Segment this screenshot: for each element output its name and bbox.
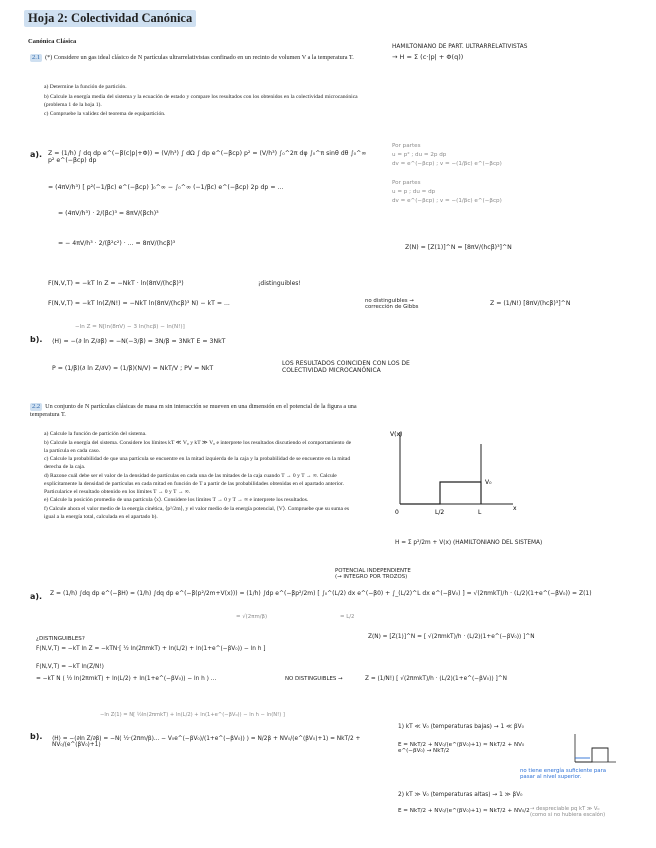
note-line: COLECTIVIDAD MICROCANÓNICA [282, 367, 381, 374]
list-item: c) Compruebe la validez del teorema de equipartición. [44, 111, 166, 118]
question-2-1-items [44, 84, 374, 119]
part-label: a). [30, 150, 43, 159]
equation: F(N,V,T) = −kT ln Z = −kTN·[ ½ ln(2πmkT) + ln(L/2) + ln(1+e^(−βV₀)) − ln h ] [36, 646, 266, 652]
question-2-1 [30, 54, 385, 62]
annotation [530, 806, 605, 818]
list-item: a) Determine la función de partición. [44, 84, 127, 90]
equation: H = Σ p²/2m + V(x) (HAMILTONIANO DEL SISTEMA) [395, 540, 543, 546]
equation: ⟨H⟩ = −(∂ ln Z/∂β) = −N(−3/β) = 3N/β = 3NkT E = 3NkT [52, 338, 226, 345]
list-item: c) Calcule la probabilidad de que una partícula se encuentre en la mitad izquierda de la caja y la probabilidad de se encuentre en la mitad derecha de la caja. [44, 456, 351, 471]
page-title: Hoja 2: Colectividad Canónica [24, 10, 196, 27]
part-label: b). [30, 335, 43, 344]
annotation [282, 360, 410, 374]
limit-title: 2) kT ≫ V₀ (temperaturas altas) → 1 ≫ βV₀ [398, 792, 523, 798]
list-item: e) Calcule la posición promedio de una partícula ⟨x⟩. Considere los límites T → 0 y T → ∞ e interprete los resultados. [44, 497, 309, 504]
equation: = −kT N ( ½ ln(2πmkT) + ln(L/2) + ln(1+e^(−βV₀)) − ln h ) ... [36, 676, 217, 682]
potential-graph [385, 424, 525, 524]
equation: = − 4πV/h³ · 2/(β²c²) · ... = 8πV/(hcβ)³ [58, 240, 176, 247]
note-line: no distinguibles → [365, 298, 414, 304]
list-item: b) Calcule la energía media del sistema y la ecuación de estado y compare los resultados con los obtenidos en la colectividad microcanónica (problema 1 de la hoja 1). [44, 93, 358, 108]
equation-note: = √(2πm/β) [236, 614, 268, 620]
note-line: Por partes [392, 143, 421, 149]
margin-note-line: HAMILTONIANO DE PART. ULTRARRELATIVISTAS [392, 44, 528, 50]
graph-level-label: V₀ [485, 479, 492, 486]
margin-note-line: → H = Σ (c·|p| + Φ(q)) [392, 53, 464, 61]
by-parts-notes [392, 142, 502, 206]
annotation [365, 298, 418, 310]
small-potential-sketch [570, 732, 620, 768]
equation: E = NkT/2 + NV₀/(e^(βV₀)+1) ≈ NkT/2 + NV₀ e^(−βV₀) → NkT/2 [398, 742, 525, 754]
potential-curve [400, 482, 481, 504]
question-text: Un conjunto de N partículas clásicas de masa m sin interacción se mueven en una dimensión en el potencial de la figura a una temperatura T. [30, 403, 357, 419]
annotation [520, 768, 606, 780]
note-line: pasar al nivel superior. [520, 774, 582, 780]
equation: F(N,V,T) = −kT ln Z = −NkT · ln(8πV/(hcβ)³) [48, 280, 184, 287]
note-line: POTENCIAL INDEPENDIENTE [335, 568, 411, 574]
list-item: a) Calcule la función de partición del sistema. [44, 431, 147, 437]
annotation: ¿DISTINGUIBLES? [36, 636, 85, 642]
equation-note: = L/2 [340, 614, 355, 620]
list-item: f) Calcule ahora el valor medio de la energía cinética, ⟨p²/2m⟩, y el valor medio de la energía potencial, ⟨V⟩. Compruebe que su suma es igual a la energía total, calculada en el apartado b). [44, 506, 350, 520]
equation: F(N,V,T) = −kT ln(Z/N!) = −NkT ln(8πV/(hcβ)³ N) − kT = ... [48, 300, 230, 307]
note-line: Por partes [392, 180, 421, 186]
graph-xlabel: x [513, 505, 517, 512]
question-number: 2.1 [32, 54, 41, 61]
equation: F(N,V,T) = −kT ln(Z/N!) [36, 664, 104, 670]
question-2-2-items [44, 431, 354, 522]
question-number: 2.2 [32, 403, 41, 410]
equation: −ln Z(1) = N[ ½ln(2πmkT) + ln(L/2) + ln(1+e^(−βV₀)) − ln h − ln(N!) ] [100, 712, 285, 718]
equation: = (4πV/h³) [ p²(−1/βc) e^(−βcp) ]₀^∞ − ∫₀^∞ (−1/βc) e^(−βcp) 2p dp = ... [48, 184, 284, 191]
question-text: (*) Considere un gas ideal clásico de N partículas ultrarrelativistas confinado en un recinto de volumen V a la temperatura T. [45, 54, 354, 61]
graph-tick: 0 [395, 509, 399, 516]
question-2-2 [30, 403, 360, 420]
equation: −ln Z = N[ln(8πV) − 3 ln(hcβ) − ln(N!)] [75, 324, 185, 330]
note-line: LOS RESULTADOS COINCIDEN CON LOS DE [282, 360, 410, 367]
note-line: u = p ; du = dp [392, 189, 436, 195]
equation: Z = (1/N!) [ √(2πmkT)/h · (L/2)(1+e^(−βV₀)) ]^N [365, 676, 507, 682]
equation: Z(N) = [Z(1)]^N = [8πV/(hcβ)³]^N [405, 244, 512, 251]
equation: Z = (1/h) ∫ dq dp e^(−β(c|p|+Φ)) = (V/h³) ∫ dΩ ∫ dp e^(−βcp) p² = (V/h³) ∫₀^2π dφ ∫₀^π sinθ dθ ∫₀^∞ p² e^(−βcp) dp [48, 150, 367, 164]
note-line: (→ INTEGRO POR TROZOS) [335, 574, 408, 580]
limit-title: 1) kT ≪ V₀ (temperaturas bajas) → 1 ≪ βV₀ [398, 724, 524, 730]
list-item: d) Razone cuál debe ser el valor de la densidad de partículas en cada una de las mitades de la caja cuando T → 0 y T → ∞. Calcule explícitamente la densidad de partículas en cada mitad en función de T a partir de las probabilidades obtenidas en el apartado anterior. Particularice el resultado obtenido en los límites T → 0 y T → ∞. [44, 472, 344, 495]
note-line: (como si no hubiera escalón) [530, 812, 606, 818]
graph-ylabel: V(x) [390, 431, 403, 438]
equation: ⟨H⟩ = −(∂ln Z/∂β) = −N( ½·(2πm/β)... − V₀e^(−βV₀)/(1+e^(−βV₀)) ) = N/2β + NV₀/(e^(βV₀)+1) = NkT/2 + NV₀/(e^(βV₀)+1) [52, 736, 361, 748]
equation: Z = (1/N!) [8πV/(hcβ)³]^N [490, 300, 571, 307]
annotation: ¡distinguibles! [258, 280, 301, 287]
note-line: u = p² ; du = 2p dp [392, 152, 447, 158]
equation: P = (1/β)(∂ ln Z/∂V) = (1/β)(N/V) = NkT/V ; PV = NkT [52, 365, 214, 372]
note-line: → despreciable pq kT ≫ V₀ [530, 806, 600, 812]
list-item: b) Calcule la energía del sistema. Considere los límites kT ≪ V₀ y kT ≫ V₀ e interprete los resultados discutiendo el comportamiento de la partícula en cada caso. [44, 439, 352, 454]
annotation [335, 568, 411, 580]
graph-tick: L/2 [435, 509, 445, 516]
part-label: b). [30, 732, 43, 741]
equation: = (4πV/h³) · 2/(βc)³ = 8πV/(βch)³ [58, 210, 159, 217]
note-line: dv = e^(−βcp) ; v = −(1/βc) e^(−βcp) [392, 161, 502, 167]
note-line: corrección de Gibbs [365, 304, 419, 310]
equation: Z = (1/h) ∫dq dp e^(−βH) = (1/h) ∫dq dp e^(−β(p²/2m+V(x))) = (1/h) ∫dp e^(−βp²/2m) [ ∫₀^(L/2) dx e^(−β0) + ∫_(L/2)^L dx e^(−βV₀) ] = √(2πmkT)/h · (L/2)(1+e^(−βV₀)) = Z(1) [50, 590, 592, 597]
note-line: no tiene energía suficiente para [520, 768, 607, 774]
equation: Z(N) = [Z(1)]^N = [ √(2πmkT)/h · (L/2)(1+e^(−βV₀)) ]^N [368, 634, 535, 640]
note-line: dv = e^(−βcp) ; v = −(1/βc) e^(−βcp) [392, 198, 502, 204]
part-label: a). [30, 592, 43, 601]
equation: E = NkT/2 + NV₀/(e^(βV₀)+1) ≈ NkT/2 + NV₀/2 [398, 808, 530, 814]
section-heading: Canónica Clásica [28, 38, 77, 45]
margin-note [392, 44, 527, 61]
annotation: NO DISTINGUIBLES → [285, 676, 343, 682]
graph-tick: L [478, 509, 482, 516]
